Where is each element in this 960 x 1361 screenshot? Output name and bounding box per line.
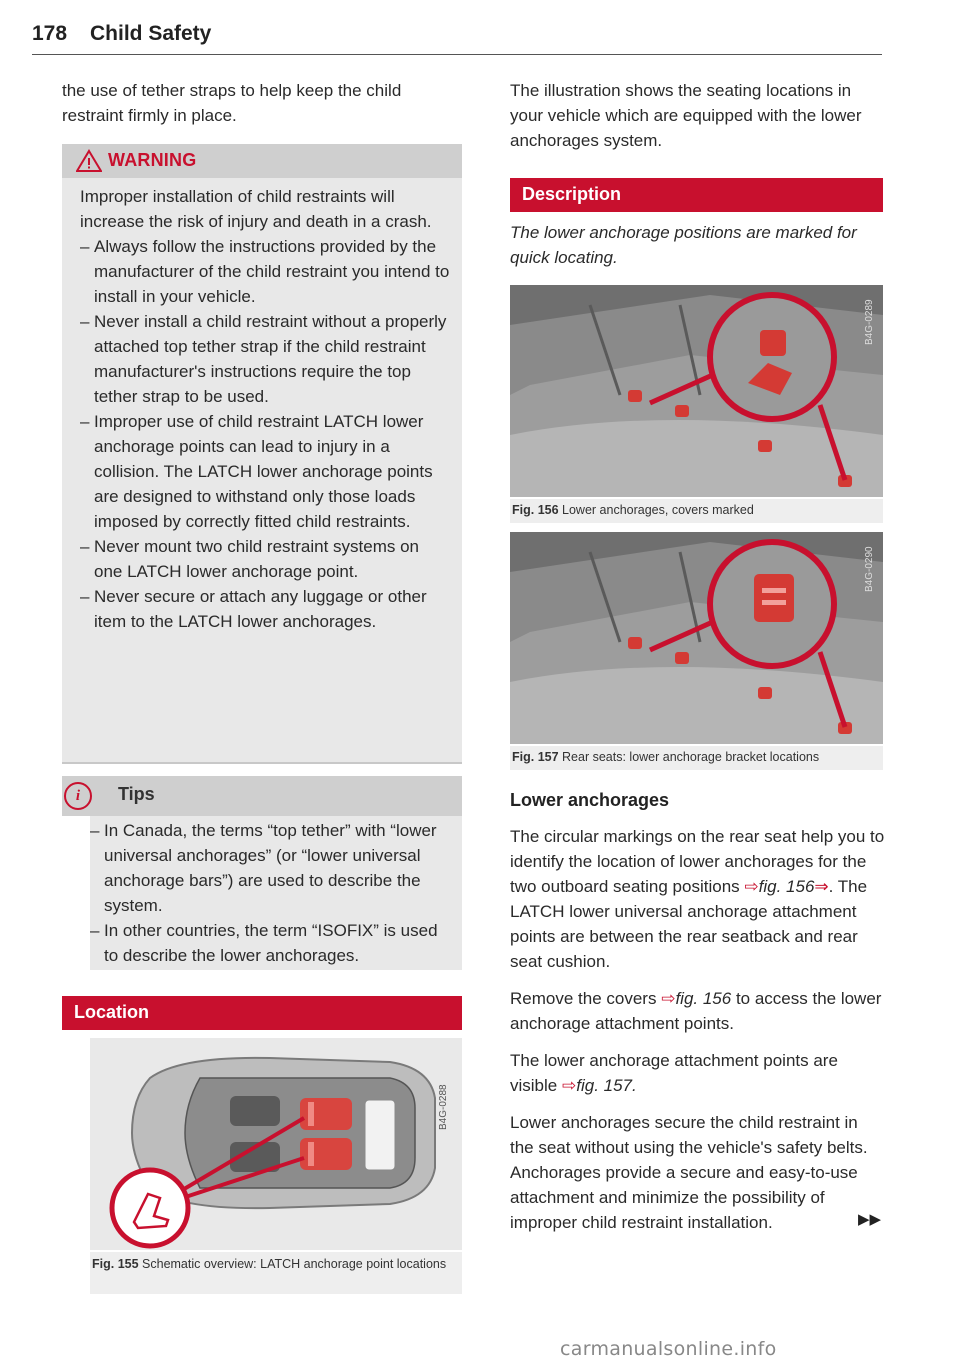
figure-code: B4G-0289 [864, 299, 875, 345]
figure-reference-link[interactable]: ⇨fig. 157. [561, 1076, 637, 1095]
figure-155-caption [90, 1252, 462, 1294]
figure-155-car-schematic [90, 1038, 462, 1250]
description-heading-bar [510, 178, 883, 212]
continue-arrow-icon: ▶▶ [858, 1211, 882, 1228]
warning-title: WARNING [108, 150, 197, 170]
intro-paragraph: the use of tether straps to help keep the child restraint firmly in place. [62, 81, 402, 125]
figure-code: B4G-0290 [864, 546, 875, 592]
info-icon: i [64, 782, 92, 810]
figure-caption-text: Schematic overview: LATCH anchorage point locations [142, 1257, 447, 1271]
rear-seat-covers-illustration [510, 285, 883, 497]
warning-triangle-icon [76, 149, 102, 173]
warning-lead: Improper installation of child restraints will increase the risk of injury and death in a crash. [80, 187, 432, 231]
lower-anchorages-heading: Lower anchorages [510, 790, 670, 810]
figure-code: B4G-0288 [438, 1084, 449, 1130]
description-subtitle: The lower anchorage positions are marked for quick locating. [510, 223, 857, 267]
figure-label: Fig. 157 [512, 750, 559, 764]
warning-header [62, 144, 462, 178]
tips-title: Tips [118, 784, 155, 804]
paragraph: The lower anchorage attachment points are visible ⇨fig. 157. [510, 1051, 838, 1095]
illustration-paragraph: The illustration shows the seating locations in your vehicle which are equipped with the lower anchorages system. [510, 81, 862, 150]
rear-seat-brackets-illustration [510, 532, 883, 744]
figure-caption-text: Lower anchorages, covers marked [562, 503, 754, 517]
lower-anchorages-text [510, 824, 885, 1247]
list-item: – Improper use of child restraint LATCH lower anchorage points can lead to injury in a collision. The LATCH lower anchorage points are designed to withstand only those loads imposed by correctly fitted child restraints. [80, 409, 452, 534]
figure-157-caption [510, 746, 883, 770]
figure-reference-link[interactable]: ⇨fig. 156 [661, 989, 732, 1008]
list-item: – Never secure or attach any luggage or other item to the LATCH lower anchorages. [80, 584, 452, 634]
warning-list [80, 234, 452, 634]
tips-box [75, 776, 462, 970]
figure-156-caption [510, 499, 883, 523]
tips-body [90, 818, 450, 968]
list-item: – In other countries, the term “ISOFIX” is used to describe the lower anchorages. [90, 918, 450, 968]
tips-list [90, 818, 450, 968]
list-item: – In Canada, the terms “top tether” with “lower universal anchorages” (or “lower universal anchorage bars”) are used to describe the system. [90, 818, 450, 918]
page-number: 178 [32, 22, 68, 45]
location-heading: Location [74, 1002, 149, 1022]
section-title: Child Safety [90, 22, 212, 45]
car-top-view-illustration [90, 1038, 462, 1250]
figure-caption-text: Rear seats: lower anchorage bracket locations [562, 750, 820, 764]
paragraph: Remove the covers ⇨fig. 156 to access the lower anchorage attachment points. [510, 989, 882, 1033]
list-item: – Never install a child restraint without a properly attached top tether strap if the child restraint manufacturer's instructions require the top tether strap to be used. [80, 309, 452, 409]
figure-label: Fig. 156 [512, 503, 559, 517]
paragraph: The circular markings on the rear seat help you to identify the location of lower anchorages for the two outboard seating positions ⇨fig. 156⇒. The LATCH lower universal anchorage attachment points are between the rear seatback and rear seat cushion. [510, 827, 885, 971]
list-item: – Always follow the instructions provided by the manufacturer of the child restraint you intend to install in your vehicle. [80, 234, 452, 309]
page-header [32, 22, 882, 55]
figure-label: Fig. 155 [92, 1257, 139, 1271]
warning-body [80, 184, 452, 634]
watermark: carmanualsonline.info [560, 1338, 777, 1360]
figure-157-rear-seat-photo [510, 532, 883, 744]
figure-156-rear-seat-photo [510, 285, 883, 497]
description-heading: Description [522, 184, 622, 204]
list-item: – Never mount two child restraint systems on one LATCH lower anchorage point. [80, 534, 452, 584]
warning-box [62, 144, 462, 764]
paragraph: Lower anchorages secure the child restraint in the seat without using the vehicle's safety belts. Anchorages provide a secure and easy-to-use attachment and minimize the possibility of improper child restraint installation. [510, 1113, 868, 1232]
figure-reference-link[interactable]: ⇨fig. 156⇒ [744, 877, 829, 896]
tips-header [62, 776, 462, 816]
location-heading-bar [62, 996, 462, 1030]
